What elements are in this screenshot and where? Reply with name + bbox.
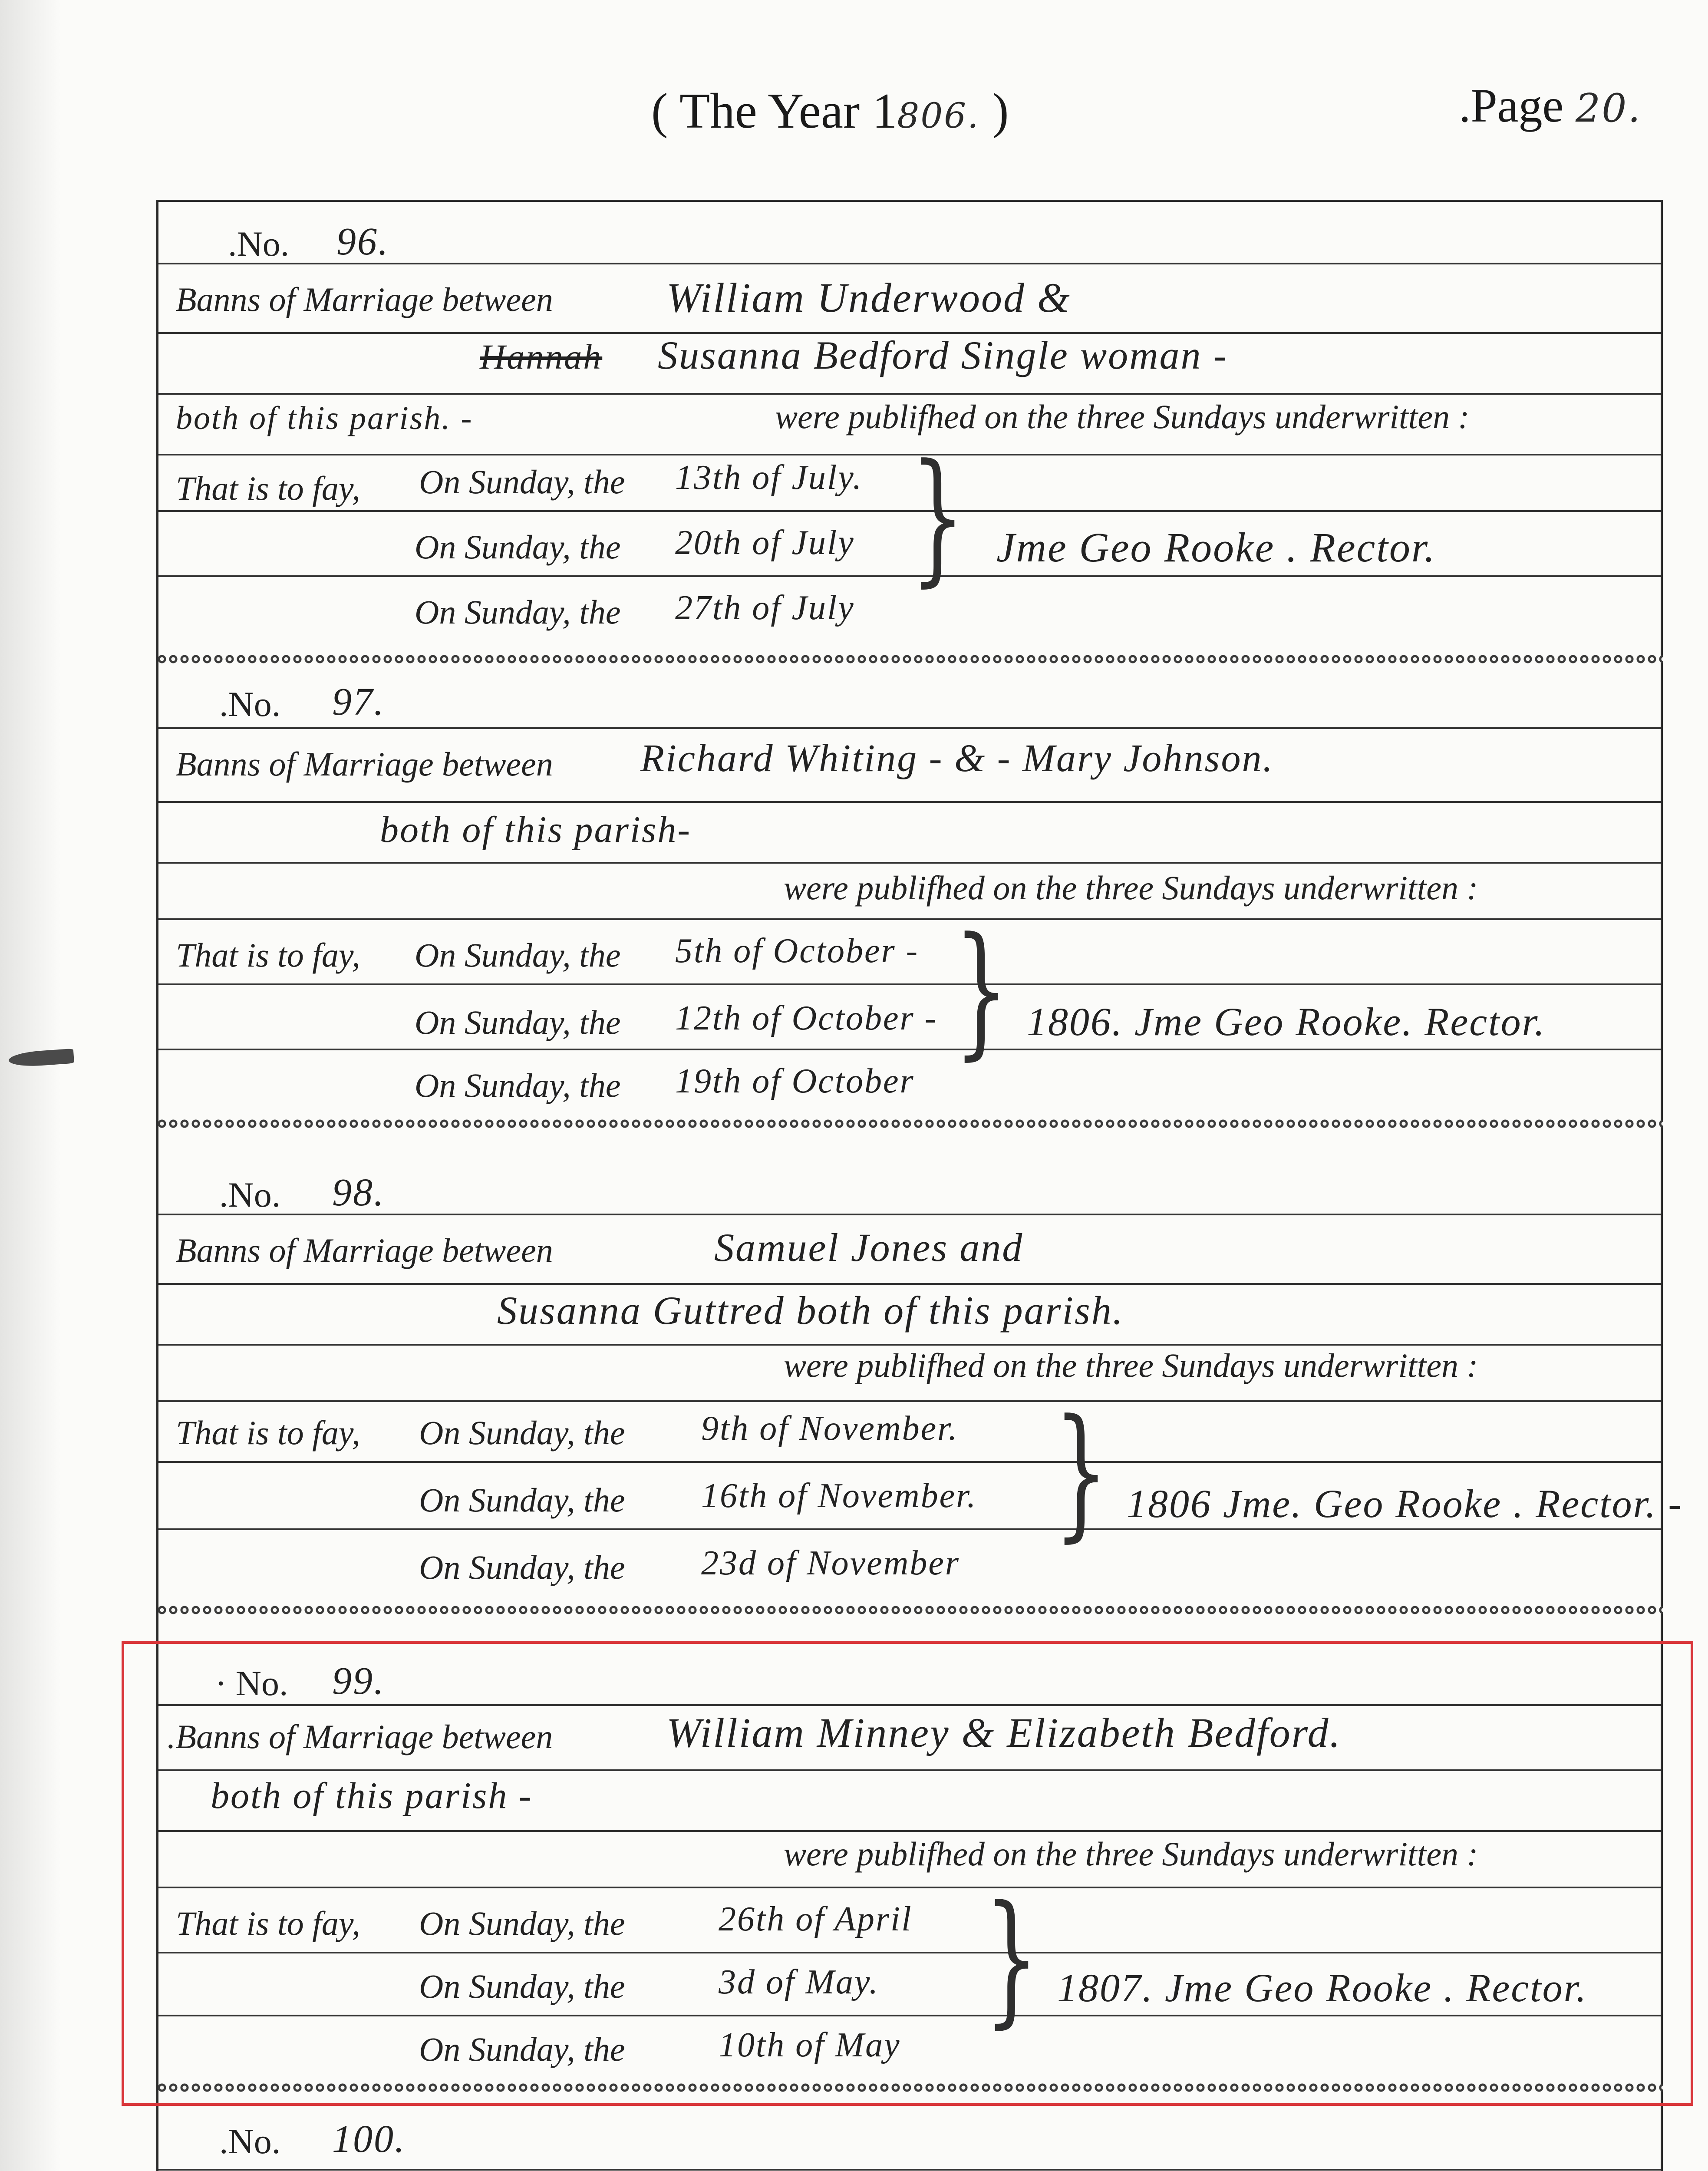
decorative-divider xyxy=(156,1604,1663,1616)
officiant-signature: Jme Geo Rooke . Rector. xyxy=(996,524,1436,571)
entry-rule xyxy=(158,1049,1661,1050)
sunday-date: 3d of May. xyxy=(719,1963,879,2001)
sunday-label: On Sunday, the xyxy=(415,936,621,974)
banns-entry xyxy=(158,680,1661,1168)
parties-line-2: both of this parish - xyxy=(211,1775,533,1816)
that-is-to-say: That is to fay, xyxy=(176,936,360,974)
sunday-label: On Sunday, the xyxy=(419,463,625,501)
sunday-label: On Sunday, the xyxy=(415,528,621,566)
entry-rule xyxy=(158,263,1661,264)
sunday-date: 9th of November. xyxy=(701,1409,959,1448)
entry-number-label: .No. xyxy=(219,1175,281,1214)
entry-number-value: 97. xyxy=(332,680,385,723)
entry-number-label: .No. xyxy=(219,2122,281,2161)
entry-number-label: .No. xyxy=(219,684,281,724)
header-year-handwritten: 806. xyxy=(897,96,980,136)
published-text: were publifhed on the three Sundays underwritten : xyxy=(775,398,1470,436)
sunday-date: 10th of May xyxy=(719,2026,901,2064)
entry-rule xyxy=(158,983,1661,985)
entry-rule xyxy=(158,1400,1661,1402)
sunday-label: On Sunday, the xyxy=(419,1904,625,1942)
banns-label: .Banns of Marriage between xyxy=(167,1718,553,1755)
entry-number-label: .No. xyxy=(228,224,290,264)
sunday-label: On Sunday, the xyxy=(419,1481,625,1519)
entry-rule xyxy=(158,454,1661,455)
sunday-label: On Sunday, the xyxy=(415,1066,621,1104)
banns-label: Banns of Marriage between xyxy=(176,745,553,783)
header-title-suffix: ) xyxy=(992,83,1009,139)
entry-rule xyxy=(158,918,1661,920)
banns-entry xyxy=(158,2118,1661,2171)
sunday-date: 13th of July. xyxy=(675,459,863,497)
officiant-signature: 1807. Jme Geo Rooke . Rector. xyxy=(1057,1966,1588,2010)
officiant-signature: 1806 Jme. Geo Rooke . Rector. - xyxy=(1127,1481,1683,1526)
parties-line-1: Richard Whiting - & - Mary Johnson. xyxy=(640,737,1274,780)
parties-line-1: William Minney & Elizabeth Bedford. xyxy=(666,1709,1342,1756)
sunday-label: On Sunday, the xyxy=(419,1967,625,2005)
sunday-date: 12th of October - xyxy=(675,999,938,1037)
sunday-date: 26th of April xyxy=(719,1900,913,1938)
page-header-title xyxy=(651,82,1009,140)
decorative-divider xyxy=(156,653,1663,665)
banns-label: Banns of Marriage between xyxy=(176,280,553,318)
date-brace: } xyxy=(953,907,1009,1073)
parish-note: both of this parish. - xyxy=(176,400,473,436)
sunday-label: On Sunday, the xyxy=(415,1003,621,1041)
entry-rule xyxy=(158,862,1661,864)
entry-rule xyxy=(158,1461,1661,1463)
sunday-date: 19th of October xyxy=(675,1062,915,1100)
struck-name: Hannah xyxy=(480,337,603,376)
that-is-to-say: That is to fay, xyxy=(176,1414,360,1452)
entry-number-label: · No. xyxy=(215,1663,288,1703)
sunday-label: On Sunday, the xyxy=(415,593,621,631)
entry-rule xyxy=(158,727,1661,729)
entry-rule xyxy=(158,1214,1661,1215)
date-brace: } xyxy=(910,433,965,600)
parties-line-1: William Underwood & xyxy=(666,274,1071,321)
entry-rule xyxy=(158,801,1661,803)
banns-label: Banns of Marriage between xyxy=(176,1231,553,1269)
entry-rule xyxy=(158,1344,1661,1346)
page-margin-shadow xyxy=(0,0,61,2171)
entry-number-value: 100. xyxy=(332,2118,406,2161)
entry-number-value: 99. xyxy=(332,1660,385,1702)
date-brace: } xyxy=(1053,1389,1108,1555)
decorative-divider xyxy=(156,1118,1663,1129)
sunday-label: On Sunday, the xyxy=(419,2030,625,2068)
date-brace: } xyxy=(984,1875,1039,2042)
sunday-date: 20th of July xyxy=(675,524,855,562)
entry-rule xyxy=(158,575,1661,577)
sunday-date: 5th of October - xyxy=(675,932,919,970)
entry-rule xyxy=(158,2169,1661,2171)
banns-entry xyxy=(158,1157,1683,1641)
published-text: were publifhed on the three Sundays underwritten : xyxy=(784,869,1478,907)
parties-line-2: Susanna Guttred both of this parish. xyxy=(497,1288,1124,1333)
sunday-date: 23d of November xyxy=(701,1544,960,1582)
sunday-date: 16th of November. xyxy=(701,1477,977,1515)
entry-number-value: 96. xyxy=(336,220,389,263)
entry-rule xyxy=(158,1528,1661,1530)
entry-rule xyxy=(158,1283,1661,1285)
entry-rule xyxy=(158,510,1661,512)
published-text: were publifhed on the three Sundays underwritten : xyxy=(784,1835,1478,1873)
parties-line-1: Samuel Jones and xyxy=(714,1225,1024,1270)
sunday-label: On Sunday, the xyxy=(419,1414,625,1452)
banns-entry xyxy=(158,202,1661,686)
sunday-date: 27th of July xyxy=(675,589,855,627)
header-title-prefix: ( The Year 1 xyxy=(651,83,897,139)
sunday-label: On Sunday, the xyxy=(419,1548,625,1586)
page-number xyxy=(1459,78,1642,133)
officiant-signature: 1806. Jme Geo Rooke. Rector. xyxy=(1027,1000,1546,1044)
parties-line-2: both of this parish- xyxy=(380,808,692,850)
parties-line-2: Susanna Bedford Single woman - xyxy=(658,333,1228,377)
entry-number-value: 98. xyxy=(332,1171,385,1214)
that-is-to-say: That is to fay, xyxy=(176,469,360,507)
page-label: .Page xyxy=(1459,79,1564,132)
highlight-box-entry-99 xyxy=(122,1641,1693,2106)
entry-rule xyxy=(158,393,1661,395)
that-is-to-say: That is to fay, xyxy=(176,1904,360,1942)
page-number-handwritten: 20. xyxy=(1575,86,1642,131)
published-text: were publifhed on the three Sundays underwritten : xyxy=(784,1346,1478,1384)
